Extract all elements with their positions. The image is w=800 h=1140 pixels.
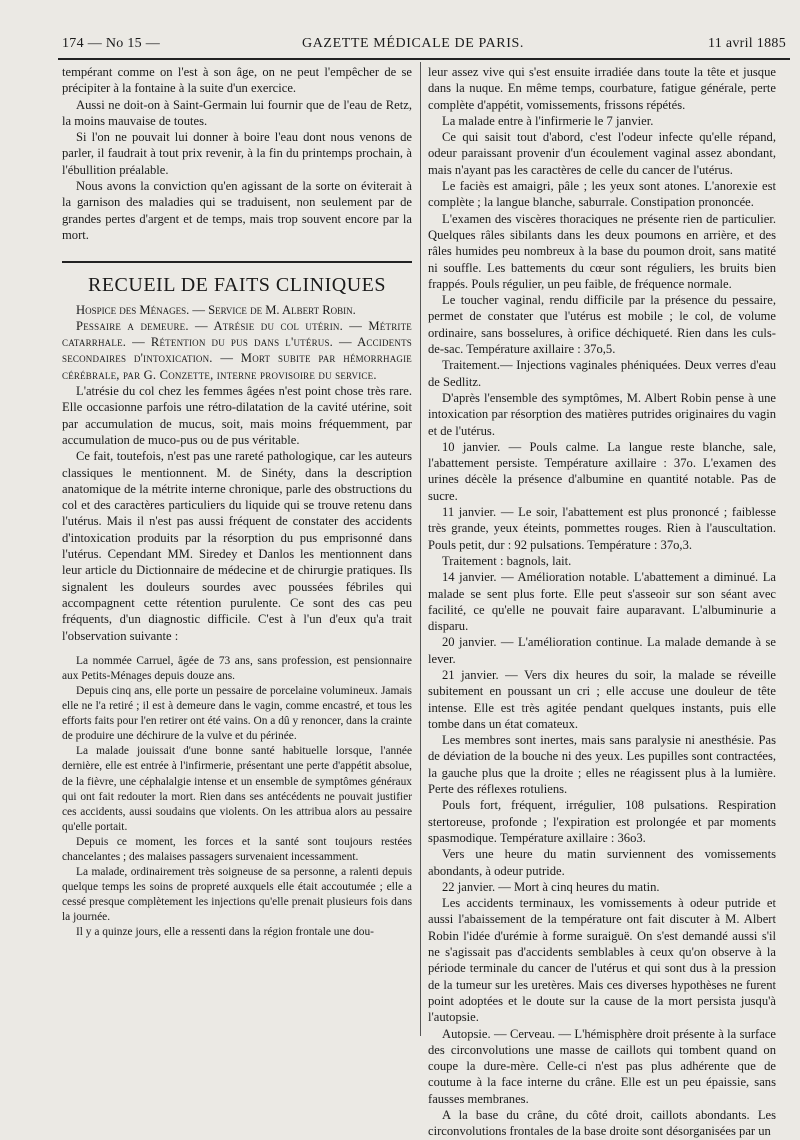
discussion-paragraph: Les accidents terminaux, les vomissements à odeur putride et aussi l'abaissement de la température ont fait discuter à M. Albert Robin l'idée d'urémie à forme suraiguë. On s'est demandé aussi s'il ne s'agissait pas d'accidents semblables à ceux qu'on observe à la période terminale du cancer de l'utérus et qui sont dus à la pression de la tumeur sur les uretères. Mais ces diverses hypothèses ne furent point adoptées et le doute sur la cause de la mort persista jusqu'à l'autopsie. bbox=[428, 896, 776, 1025]
observation-block bbox=[62, 654, 412, 941]
observation-paragraph: Le faciès est amaigri, pâle ; les yeux sont atones. L'anorexie est complète ; la langue blanche, saburrale. Constipation prononcée. bbox=[428, 179, 776, 210]
section-title: RECUEIL DE FAITS CLINIQUES bbox=[88, 274, 386, 297]
dated-entry: 20 janvier. — L'amélioration continue. La malade demande à se lever. bbox=[428, 635, 776, 666]
issue-number: — No 15 — bbox=[87, 36, 161, 51]
intro-paragraph: Nous avons la conviction qu'en agissant de la sorte on éviterait à la garnison des maladies qui se traduisent, non seulement par de grandes pertes d'argent et de temps, mais trop souvent encore par la mort. bbox=[62, 179, 412, 242]
page-number-issue bbox=[62, 36, 160, 52]
observation-paragraph: La nommée Carruel, âgée de 73 ans, sans profession, est pensionnaire aux Petits-Ménages depuis douze ans. bbox=[62, 654, 412, 682]
treatment-paragraph: Traitement.— Injections vaginales phéniquées. Deux verres d'eau de Sedlitz. bbox=[428, 358, 776, 389]
body-paragraph: Ce fait, toutefois, n'est pas une rareté pathologique, car les auteurs classiques le mentionnent. M. de Sinéty, dans la description anatomique de la métrite interne chronique, parle des obstructions du col et des caractères particuliers du liquide qui se trouve retenu dans l'utérus. Mais il n'est pas aussi fréquent de constater des accidents d'intoxication produits par la résorption du pus emprisonné dans l'utérus. Cependant MM. Siredey et Danlos les mentionnent dans leur article du Dictionnaire de médecine et de chirurgie pratiques. Ils signalent les douleurs sourdes avec poussées fébriles qui accompagnent cette rétention purulente. Ce sont des cas peu fréquents, d'un diagnostic difficile. C'est à l'un d'eux qu'a trait l'observation suivante : bbox=[62, 449, 412, 643]
right-column bbox=[428, 64, 776, 1140]
observation-paragraph: La malade, ordinairement très soigneuse de sa personne, a ralenti depuis quelque temps les soins de propreté auxquels elle était accoutumée ; elle a cessé presque complètement les injections qu'elle prenait plusieurs fois dans la journée. bbox=[62, 866, 412, 924]
page-number: 174 bbox=[62, 36, 84, 51]
observation-paragraph: Pouls fort, fréquent, irrégulier, 108 pulsations. Respiration stertoreuse, profonde ; l'expiration est prolongée et par moments spasmodique. Température axillaire : 36o3. bbox=[428, 798, 776, 845]
article-subject: Pessaire a demeure. — Atrésie du col utérin. — Métrite catarrhale. — Rétention du pus dans l'utérus. — Accidents secondaires d'intoxication. — Mort subite par hémorrhagie cérébrale, par G. Conzette, interne provisoire du service. bbox=[62, 318, 412, 382]
observation-paragraph: La malade entre à l'infirmerie le 7 janvier. bbox=[442, 113, 654, 128]
dated-entry: 10 janvier. — Pouls calme. La langue reste blanche, sale, l'abattement persiste. Température axillaire : 37o. L'examen des urines décèle la présence d'albumine en quantité notable. Pas de sucre. bbox=[428, 439, 776, 503]
section-rule bbox=[62, 261, 412, 263]
observation-paragraph: Il y a quinze jours, elle a ressenti dans la région frontale une dou- bbox=[76, 926, 374, 939]
header-rule bbox=[58, 58, 790, 60]
body-paragraph: L'atrésie du col chez les femmes âgées n'est point chose très rare. Elle occasionne parfois une rétro-dilatation de la cavité utérine, soit par accumulation de mucus, soit, mais moins fréquemment, par accumulation de muco-pus ou de pus véritable. bbox=[62, 384, 412, 447]
autopsy-paragraph: Autopsie. — Cerveau. — L'hémisphère droit présente à la surface des circonvolutions une masse de caillots qui tombent quand on coupe la dure-mère. Celle-ci n'est pas plus adhérente que de coutume à la face interne du crâne. Elle est un peu épaissie, sans fausses membranes. bbox=[428, 1026, 776, 1106]
treatment-paragraph: Traitement : bagnols, lait. bbox=[442, 553, 572, 568]
observation-paragraph: Ce qui saisit tout d'abord, c'est l'odeur infecte qu'elle répand, odeur paraissant provenir d'un écoulement vaginal assez abondant, mais n'ayant pas les caractères de celle du cancer de l'utérus. bbox=[428, 130, 776, 177]
dated-entry: 22 janvier. — Mort à cinq heures du matin. bbox=[442, 879, 660, 894]
dated-entry: 14 janvier. — Amélioration notable. L'abattement a diminué. La malade se sent plus forte. Elle peut s'asseoir sur son séant avec facilité, ce qu'elle ne pouvait faire auparavant. L'albuminurie a disparu. bbox=[428, 570, 776, 634]
observation-paragraph: leur assez vive qui s'est ensuite irradiée dans toute la tête et jusque dans la nuque. En même temps, courbature, fatigue générale, perte complète d'appétit, vomissements, frissons répétés. bbox=[428, 65, 776, 112]
observation-paragraph: L'examen des viscères thoraciques ne présente rien de particulier. Quelques râles sibilants dans les deux poumons en arrière, et des râles humides peu nombreux à la base du poumon droit, sans matité ni souffle. Les battements du cœur sont réguliers, les bruits bien frappés. Pouls régulier, un peu faible, de fréquence normale. bbox=[428, 211, 776, 291]
observation-paragraph: Vers une heure du matin surviennent des vomissements abondants, à odeur putride. bbox=[428, 847, 776, 878]
dated-entry: 11 janvier. — Le soir, l'abattement est plus prononcé ; faiblesse très grande, yeux éteints, pommettes rouges. Rien à l'auscultation. Pouls petit, dur : 92 pulsations. Température : 37o,3. bbox=[428, 505, 776, 552]
hospice-line: Hospice des Ménages. — Service de M. Albert Robin. bbox=[76, 302, 356, 317]
observation-paragraph: D'après l'ensemble des symptômes, M. Albert Robin pense à une intoxication par résorption des matières putrides originaires du vagin et de l'utérus. bbox=[428, 390, 776, 438]
issue-date: 11 avril 1885 bbox=[707, 36, 786, 51]
intro-paragraph: Aussi ne doit-on à Saint-Germain lui fournir que de l'eau de Retz, la moins mauvaise de toutes. bbox=[62, 97, 412, 128]
observation-paragraph: Depuis ce moment, les forces et la santé sont toujours restées chancelantes ; des malaises passagers survenaient incessamment. bbox=[62, 835, 412, 864]
page-header bbox=[62, 36, 786, 58]
column-divider bbox=[420, 62, 421, 1036]
left-column bbox=[62, 64, 412, 941]
observation-paragraph: Les membres sont inertes, mais sans paralysie ni anesthésie. Pas de déviation de la bouche ni des yeux. Les pupilles sont contractées, la gauche plus que la droite ; elles ne réagissent plus à la lumière. Perte des réflexes rotuliens. bbox=[428, 733, 776, 797]
autopsy-paragraph: A la base du crâne, du côté droit, caillots abondants. Les circonvolutions frontales de la base droite sont désorganisées par un bbox=[428, 1108, 776, 1139]
journal-title: GAZETTE MÉDICALE DE PARIS. bbox=[302, 36, 524, 51]
observation-paragraph: Le toucher vaginal, rendu difficile par la présence du pessaire, permet de constater que l'utérus est mobile ; le col, de volume ordinaire, sans bosselures, à orifice déchiqueté. Rien dans les culs-de-sac. Température axillaire : 37o,5. bbox=[428, 293, 776, 357]
observation-paragraph: La malade jouissait d'une bonne santé habituelle lorsque, l'année dernière, elle est entrée à l'infirmerie, présentant une perte d'appétit absolue, de la fièvre, une céphalalgie intense et un ensemble de symptômes généraux qui ont fait redouter la mort. Rien dans ses antécédents ne pouvait justifier ces accidents, aussi soudains que violents. On les attribua alors au pessaire qu'elle portait. bbox=[62, 745, 412, 833]
intro-paragraph: tempérant comme on l'est à son âge, on ne peut l'empêcher de se précipiter à la fontaine à la suite d'un exercice. bbox=[62, 65, 412, 96]
observation-paragraph: Depuis cinq ans, elle porte un pessaire de porcelaine volumineux. Jamais elle ne l'a retiré ; il est à demeure dans le vagin, comme encastré, et tous les efforts faits pour l'en retirer ont été vains. On a dû y renoncer, dans la crainte de produire une déchirure de la vulve et du périnée. bbox=[62, 684, 412, 743]
dated-entry: 21 janvier. — Vers dix heures du soir, la malade se réveille subitement en poussant un cri ; elle accuse une douleur de tête intense. Elle est très agitée pendant quelques instants, puis elle tombe dans un état comateux. bbox=[428, 667, 776, 731]
intro-paragraph: Si l'on ne pouvait lui donner à boire l'eau dont nous venons de parler, il faudrait à tout prix revenir, à la fin du printemps prochain, à l'ébullition préalable. bbox=[62, 130, 412, 177]
